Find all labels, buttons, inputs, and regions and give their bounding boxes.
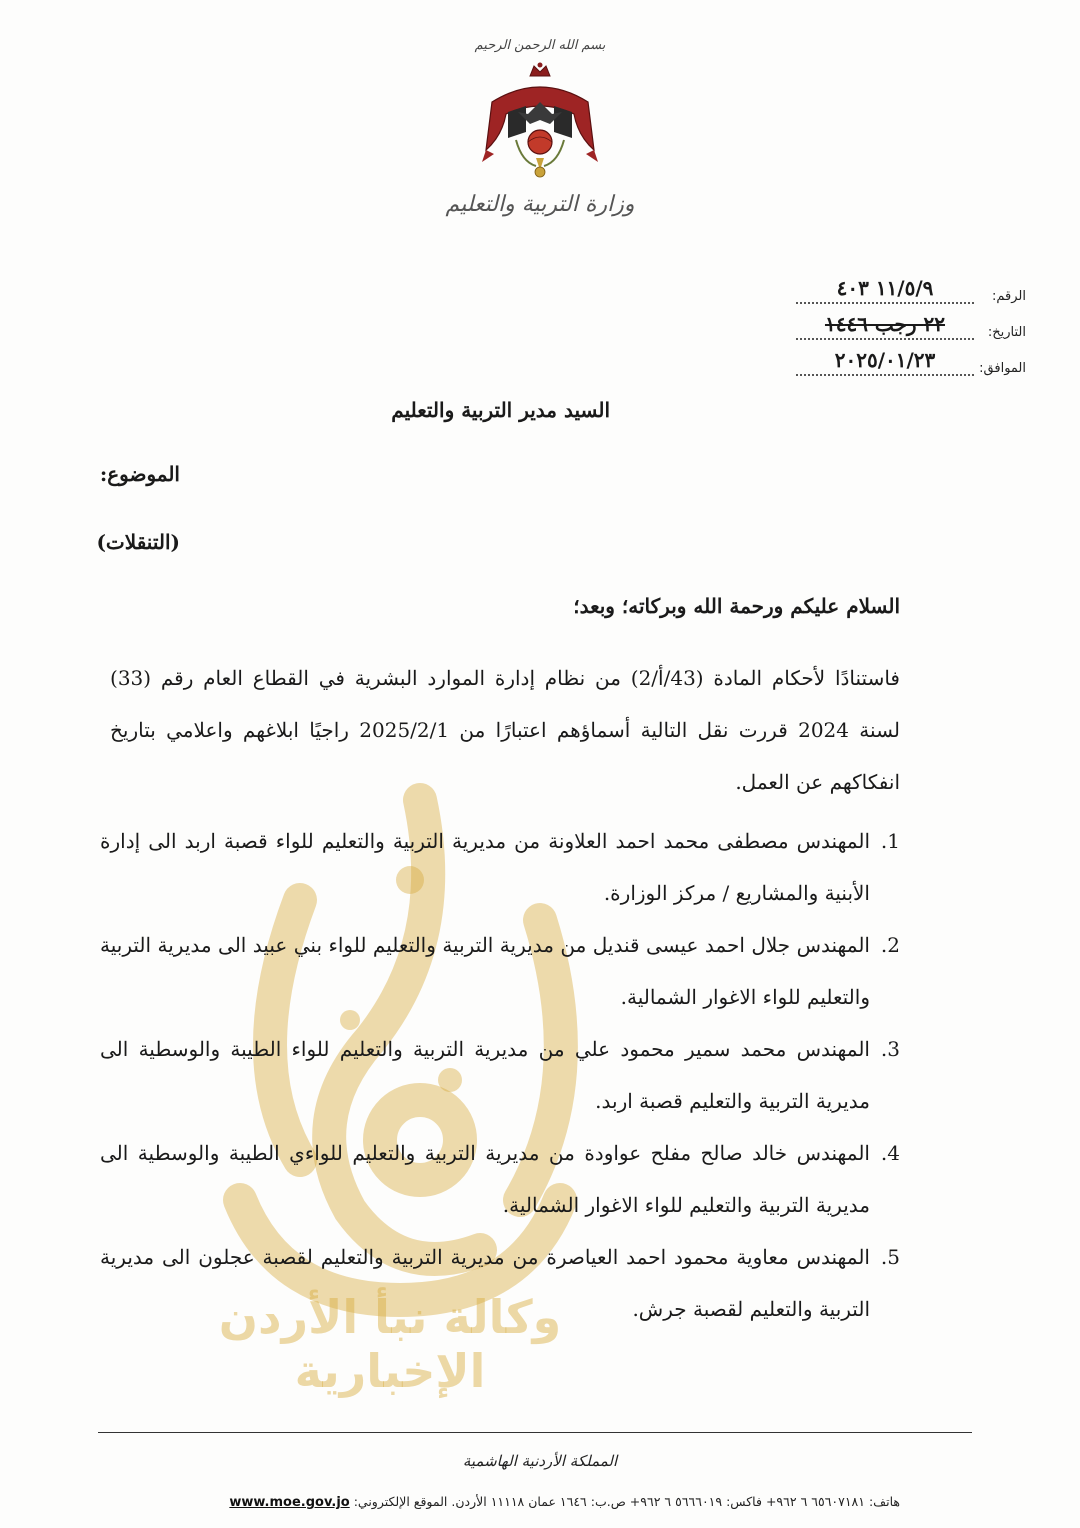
list-item-number: 5.: [880, 1245, 900, 1269]
transfer-list: [100, 815, 900, 1335]
subject-value: (التنقلات): [96, 530, 180, 554]
coat-of-arms-icon: [478, 62, 602, 180]
reference-corresponding-value: ٢٠٢٥/٠١/٢٣: [796, 348, 974, 376]
reference-number-value: ١١/٥/٩ ٤٠٣: [796, 276, 974, 304]
reference-block: [796, 268, 1026, 376]
reference-date-label: التاريخ:: [987, 325, 1026, 340]
reference-date-value: ٢٢ رجب ١٤٤٦: [796, 312, 974, 340]
list-item: [100, 919, 900, 1023]
list-item-number: 1.: [880, 829, 900, 853]
list-item: [100, 1231, 900, 1335]
footer-divider: [98, 1432, 972, 1433]
list-item-number: 4.: [880, 1141, 900, 1165]
list-item-text: المهندس جلال احمد عيسى قنديل من مديرية التربية والتعليم للواء بني عبيد الى مديرية التربية والتعليم للواء الاغوار الشمالية.: [100, 933, 870, 1009]
recipient: السيد مدير التربية والتعليم: [391, 398, 610, 422]
footer-kingdom: المملكة الأردنية الهاشمية: [462, 1452, 618, 1470]
footer-contact-text: هاتف: ٦٥٦٠٧١٨١ ٦ ٩٦٢+ فاكس: ٥٦٦٦٠١٩ ٦ ٩٦٢+ ص.ب: ١٦٤٦ عمان ١١١١٨ الأردن. الموقع الإلكتروني:: [353, 1494, 900, 1509]
list-item-number: 2.: [880, 933, 900, 957]
ministry-name: وزارة التربية والتعليم: [445, 192, 635, 217]
footer-contact: [180, 1494, 900, 1510]
basmala-text: بسم الله الرحمن الرحيم: [474, 38, 606, 53]
list-item: [100, 1023, 900, 1127]
list-item: [100, 1127, 900, 1231]
reference-date-row: [796, 304, 1026, 340]
greeting: السلام عليكم ورحمة الله وبركاته؛ وبعد؛: [573, 594, 900, 618]
list-item-text: المهندس محمد سمير محمود علي من مديرية التربية والتعليم للواء الطيبة والوسطية الى مديرية التربية والتعليم قصبة اربد.: [100, 1037, 870, 1113]
list-item-text: المهندس خالد صالح مفلح عواودة من مديرية التربية والتعليم للواءي الطيبة والوسطية الى مديرية التربية والتعليم للواء الاغوار الشمالية.: [100, 1141, 870, 1217]
subject-label: الموضوع:: [99, 462, 180, 486]
list-item-number: 3.: [880, 1037, 900, 1061]
watermark-text: وكالة نبأ الأردن الإخبارية: [218, 1290, 562, 1398]
list-item-text: المهندس معاوية محمود احمد العياصرة من مديرية التربية والتعليم لقصبة عجلون الى مديرية التربية والتعليم لقصبة جرش.: [100, 1245, 870, 1321]
footer-website-link[interactable]: www.moe.gov.jo: [229, 1495, 350, 1510]
list-item: [100, 815, 900, 919]
list-item-text: المهندس مصطفى محمد احمد العلاونة من مديرية التربية والتعليم للواء قصبة اربد الى إدارة الأبنية والمشاريع / مركز الوزارة.: [100, 829, 870, 905]
intro-paragraph: فاستنادًا لأحكام المادة (43/أ/2) من نظام إدارة الموارد البشرية في القطاع العام رقم (33) لسنة 2024 قررت نقل التالية أسماؤهم اعتبارًا من 2025/2/1 راجيًا ابلاغهم واعلامي بتاريخ انفكاكهم عن العمل.: [110, 666, 900, 794]
reference-corresponding-label: الموافق:: [979, 361, 1026, 376]
reference-number-label: الرقم:: [992, 289, 1026, 304]
reference-number-row: [796, 268, 1026, 304]
reference-corresponding-row: [796, 340, 1026, 376]
